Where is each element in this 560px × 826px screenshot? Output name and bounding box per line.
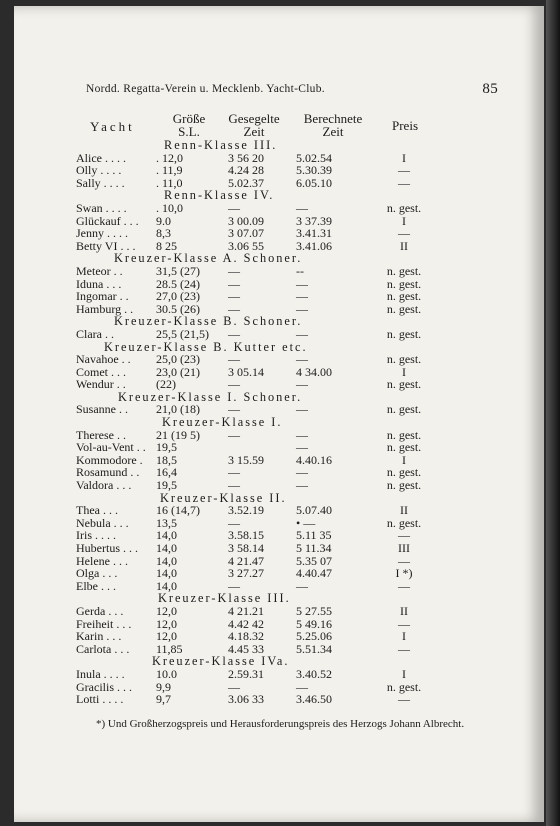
sailed-time: —: [228, 402, 240, 417]
class-heading: [14, 416, 544, 429]
table-row: [14, 227, 544, 240]
prize: II: [400, 603, 408, 618]
calculated-time: 5.11 35: [296, 528, 332, 543]
prize: I: [402, 364, 406, 379]
sailed-time: —: [228, 301, 240, 316]
prize: n. gest.: [386, 377, 422, 392]
yacht-name: Olga . . .: [76, 566, 118, 581]
prize: —: [398, 641, 410, 656]
yacht-size: 14,0: [156, 553, 177, 568]
col-size-2: S.L.: [178, 124, 200, 139]
class-heading-text: Kreuzer-Klasse B. Kutter etc.: [104, 339, 308, 354]
calculated-time: 4.40.47: [296, 566, 332, 581]
calculated-time: —: [296, 289, 308, 304]
running-head: [86, 83, 498, 95]
sailed-time: 3.58.15: [228, 528, 264, 543]
yacht-name: Hamburg . .: [76, 301, 134, 316]
yacht-name: Clara . .: [76, 326, 114, 341]
prize: —: [398, 692, 410, 707]
yacht-name: Hubertus . . .: [76, 541, 138, 555]
calculated-time: —: [296, 326, 308, 341]
yacht-size: 19,5: [156, 478, 177, 493]
sailed-time: —: [228, 326, 240, 341]
sailed-time: 5.02.37: [228, 175, 264, 190]
calculated-time: —: [296, 276, 308, 291]
calculated-time: —: [296, 402, 308, 417]
yacht-size: 16,4: [156, 465, 177, 480]
yacht-size: (22): [156, 377, 176, 392]
col-calc-2: Zeit: [322, 124, 344, 139]
table-row: [14, 567, 544, 580]
yacht-size: 31,5 (27): [156, 263, 200, 278]
calculated-time: —: [296, 427, 308, 442]
class-heading-text: Renn-Klasse III.: [164, 138, 278, 152]
sailed-time: —: [228, 478, 240, 493]
calculated-time: 3.40.52: [296, 666, 332, 681]
yacht-name: Alice . . . .: [76, 150, 126, 165]
yacht-size: 9,9: [156, 679, 171, 694]
yacht-name: Rosamund . .: [76, 465, 140, 480]
calculated-time: —: [296, 440, 308, 455]
yacht-size: 23,0 (21): [156, 364, 200, 379]
yacht-name: Comet . . .: [76, 364, 126, 379]
sailed-time: 4 21.47: [228, 553, 264, 568]
prize: n. gest.: [386, 465, 422, 480]
sailed-time: 4.45 33: [228, 641, 264, 656]
yacht-name: Glückauf . . .: [76, 213, 139, 228]
yacht-size: 12,0: [156, 616, 177, 631]
yacht-name: Vol-au-Vent . .: [76, 440, 146, 455]
calculated-time: 5.07.40: [296, 503, 332, 518]
sailed-time: 2.59.31: [228, 666, 264, 681]
prize: I: [402, 629, 406, 644]
sailed-time: 4 21.21: [228, 603, 264, 618]
yacht-size: 14,0: [156, 528, 177, 543]
col-sailed-1: Gesegelte: [228, 111, 280, 126]
sailed-time: 4.24 28: [228, 163, 264, 178]
sailed-time: —: [228, 578, 240, 593]
yacht-name: Valdora . . .: [76, 478, 132, 493]
table-row: [14, 542, 544, 555]
calculated-time: 5.35 07: [296, 553, 332, 568]
class-heading-text: Kreuzer-Klasse III.: [158, 591, 291, 606]
yacht-name: Meteor . .: [76, 263, 123, 278]
col-prize: Preis: [392, 118, 418, 133]
sailed-time: —: [228, 465, 240, 480]
class-heading-text: Kreuzer-Klasse I.: [162, 415, 283, 430]
calculated-time: —: [296, 679, 308, 694]
yacht-name: Swan . . . .: [76, 200, 127, 215]
yacht-name: Thea . . .: [76, 503, 118, 518]
calculated-time: 4.40.16: [296, 452, 332, 467]
calculated-time: 5.51.34: [296, 641, 332, 656]
calculated-time: —: [296, 578, 308, 593]
yacht-size: 14,0: [156, 566, 177, 581]
prize: —: [398, 226, 410, 241]
prize: n. gest.: [386, 679, 422, 694]
yacht-name: Nebula . . .: [76, 515, 129, 530]
yacht-size: 16 (14,7): [156, 503, 200, 518]
prize: —: [398, 553, 410, 568]
book-spine-shadow: [546, 0, 560, 826]
yacht-name: Karin . . .: [76, 629, 122, 644]
yacht-size: 9,7: [156, 692, 171, 707]
calculated-time: 5 27.55: [296, 603, 332, 618]
calculated-time: • —: [296, 515, 316, 530]
yacht-size: 28.5 (24): [156, 276, 200, 291]
table-row: [14, 605, 544, 618]
prize: n. gest.: [386, 478, 422, 493]
prize: n. gest.: [386, 402, 422, 417]
yacht-name: Inula . . . .: [76, 666, 125, 681]
yacht-size: 30.5 (26): [156, 301, 200, 316]
sailed-time: —: [228, 352, 240, 367]
sailed-time: 3 15.59: [228, 452, 264, 467]
sailed-time: —: [228, 200, 240, 215]
yacht-name: Iris . . . .: [76, 528, 116, 543]
yacht-name: Helene . . .: [76, 553, 128, 568]
yacht-size: 25,5 (21,5): [156, 326, 209, 341]
sailed-time: 3 05.14: [228, 364, 264, 379]
table-row: [14, 504, 544, 517]
calculated-time: --: [296, 263, 304, 278]
table-row: [14, 630, 544, 643]
table-row: [14, 668, 544, 681]
sailed-time: 3.52.19: [228, 503, 264, 518]
prize: n. gest.: [386, 289, 422, 304]
yacht-size: 8 25: [156, 238, 177, 253]
results-table: [14, 139, 544, 706]
prize: n. gest.: [386, 263, 422, 278]
yacht-name: Jenny . . . .: [76, 226, 128, 241]
yacht-name: Iduna . . .: [76, 276, 122, 291]
sailed-time: —: [228, 289, 240, 304]
sailed-time: —: [228, 263, 240, 278]
table-row: [14, 164, 544, 177]
yacht-size: 10.0: [156, 666, 177, 681]
yacht-size: 21,0 (18): [156, 402, 200, 417]
class-heading-text: Kreuzer-Klasse II.: [160, 490, 287, 505]
table-row: [14, 441, 544, 454]
page-number: 85: [482, 81, 498, 97]
yacht-size: . 10,0: [156, 200, 183, 215]
sailed-time: 3 58.14: [228, 541, 264, 555]
class-heading: [14, 139, 544, 152]
prize: III: [398, 541, 410, 555]
sailed-time: —: [228, 276, 240, 291]
col-yacht: Yacht: [90, 119, 135, 134]
prize: n. gest.: [386, 301, 422, 316]
calculated-time: —: [296, 200, 308, 215]
prize: n. gest.: [386, 200, 422, 215]
prize: I: [402, 213, 406, 228]
calculated-time: —: [296, 352, 308, 367]
yacht-name: Kommodore .: [76, 452, 143, 467]
calculated-time: 5.25.06: [296, 629, 332, 644]
class-heading-text: Kreuzer-Klasse A. Schoner.: [114, 251, 303, 266]
yacht-size: 8,3: [156, 226, 171, 241]
prize: —: [398, 528, 410, 543]
class-heading-text: Kreuzer-Klasse I. Schoner.: [118, 389, 303, 404]
yacht-name: Betty VI . . .: [76, 238, 136, 253]
table-row: [14, 479, 544, 492]
calculated-time: 4 34.00: [296, 364, 332, 379]
running-head-title: Nordd. Regatta-Verein u. Mecklenb. Yacht-Club.: [86, 83, 325, 95]
yacht-name: Gracilis . . .: [76, 679, 132, 694]
yacht-name: Gerda . . .: [76, 603, 124, 618]
book-page: [14, 6, 544, 822]
yacht-size: . 12,0: [156, 150, 183, 165]
table-row: [14, 177, 544, 190]
col-calc-1: Berechnete: [303, 111, 363, 126]
yacht-name: Elbe . . .: [76, 578, 116, 593]
calculated-time: —: [296, 465, 308, 480]
table-row: [14, 328, 544, 341]
yacht-name: Wendur . .: [76, 377, 126, 392]
col-sailed-2: Zeit: [243, 124, 265, 139]
yacht-size: . 11,9: [156, 163, 183, 178]
prize: n. gest.: [386, 276, 422, 291]
sailed-time: —: [228, 427, 240, 442]
prize: II: [400, 238, 408, 253]
sailed-time: 3 07.07: [228, 226, 264, 241]
calculated-time: —: [296, 377, 308, 392]
yacht-size: 12,0: [156, 603, 177, 618]
class-heading-text: Renn-Klasse IV.: [164, 188, 275, 203]
calculated-time: 3.46.50: [296, 692, 332, 707]
table-row: [14, 378, 544, 391]
yacht-name: Sally . . . .: [76, 175, 125, 190]
prize: —: [398, 616, 410, 631]
yacht-size: 25,0 (23): [156, 352, 200, 367]
class-heading-text: Kreuzer-Klasse B. Schoner.: [114, 314, 303, 329]
calculated-time: 3 37.39: [296, 213, 332, 228]
calculated-time: 5 49.16: [296, 616, 332, 631]
yacht-size: . 11,0: [156, 175, 183, 190]
table-row: [14, 265, 544, 278]
yacht-size: 27,0 (23): [156, 289, 200, 304]
prize: I: [402, 452, 406, 467]
table-row: [14, 202, 544, 215]
calculated-time: 6.05.10: [296, 175, 332, 190]
prize: n. gest.: [386, 440, 422, 455]
yacht-name: Lotti . . . .: [76, 692, 124, 707]
yacht-size: 21 (19 5): [156, 427, 200, 442]
prize: II: [400, 503, 408, 518]
calculated-time: 5 11.34: [296, 541, 332, 555]
prize: n. gest.: [386, 515, 422, 530]
sailed-time: —: [228, 679, 240, 694]
yacht-name: Navahoe . .: [76, 352, 131, 367]
class-heading-text: Kreuzer-Klasse IVa.: [152, 654, 290, 669]
prize: —: [398, 578, 410, 593]
yacht-name: Freiheit . . .: [76, 616, 132, 631]
sailed-time: —: [228, 377, 240, 392]
yacht-name: Carlota . . .: [76, 641, 130, 656]
prize: n. gest.: [386, 352, 422, 367]
sailed-time: 3 00.09: [228, 213, 264, 228]
calculated-time: —: [296, 478, 308, 493]
yacht-size: 13,5: [156, 515, 177, 530]
yacht-size: 12,0: [156, 629, 177, 644]
sailed-time: 4.18.32: [228, 629, 264, 644]
sailed-time: —: [228, 515, 240, 530]
sailed-time: 3.06 55: [228, 238, 264, 253]
calculated-time: 5.02.54: [296, 150, 332, 165]
prize: I: [402, 150, 406, 165]
yacht-size: 11,85: [156, 641, 183, 656]
table-row: [14, 693, 544, 706]
prize: I: [402, 666, 406, 681]
calculated-time: 5.30.39: [296, 163, 332, 178]
calculated-time: 3.41.06: [296, 238, 332, 253]
yacht-size: 18,5: [156, 452, 177, 467]
yacht-name: Therese . .: [76, 427, 126, 442]
prize: n. gest.: [386, 427, 422, 442]
prize: n. gest.: [386, 326, 422, 341]
sailed-time: 3.06 33: [228, 692, 264, 707]
yacht-size: 14,0: [156, 541, 177, 555]
sailed-time: 3 56 20: [228, 150, 264, 165]
table-row: [14, 290, 544, 303]
col-size-1: Größe: [172, 111, 206, 126]
sailed-time: 3 27.27: [228, 566, 264, 581]
prize: I *): [395, 566, 413, 581]
yacht-size: 19,5: [156, 440, 177, 455]
table-row: [14, 353, 544, 366]
calculated-time: 3.41.31: [296, 226, 332, 241]
yacht-name: Ingomar . .: [76, 289, 129, 304]
prize: —: [398, 175, 410, 190]
yacht-name: Olly . . . .: [76, 163, 122, 178]
footnote: *) Und Großherzogspreis und Herausforderungspreis des Herzogs Johann Albrecht.: [96, 718, 465, 730]
sailed-time: 4.42 42: [228, 616, 264, 631]
yacht-size: 9.0: [156, 213, 171, 228]
yacht-name: Susanne . .: [76, 402, 128, 417]
calculated-time: —: [296, 301, 308, 316]
prize: —: [398, 163, 410, 178]
yacht-size: 14,0: [156, 578, 177, 593]
